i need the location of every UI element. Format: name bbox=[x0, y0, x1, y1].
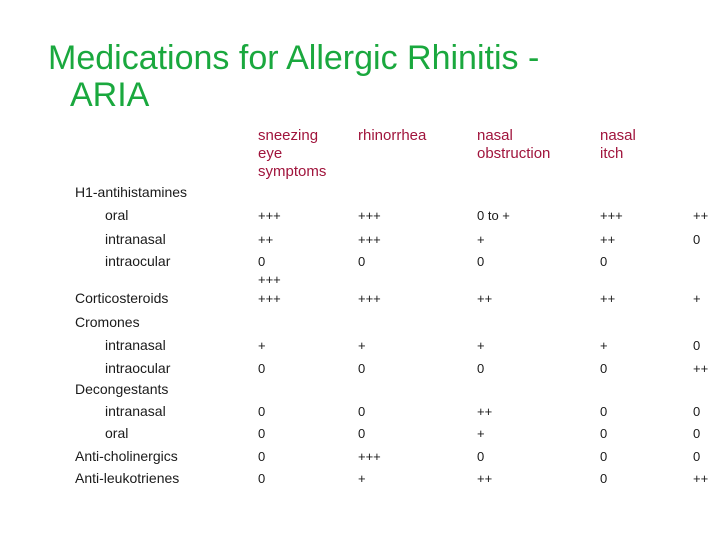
table-cell: ++ bbox=[693, 361, 709, 376]
table-cell: +++ bbox=[358, 232, 381, 247]
row-label: Anti-cholinergics bbox=[75, 448, 178, 464]
table-cell: 0 bbox=[358, 361, 366, 376]
table-cell: 0 bbox=[477, 254, 485, 269]
table-cell: 0 bbox=[600, 449, 608, 464]
table-cell: 0 bbox=[600, 426, 608, 441]
table-cell: 0 bbox=[693, 232, 701, 247]
table-cell: +++ bbox=[258, 272, 281, 287]
table-cell: 0 bbox=[477, 361, 485, 376]
table-cell: + bbox=[477, 338, 485, 353]
column-header-nasal-itch: nasal itch bbox=[600, 127, 636, 162]
table-cell: +++ bbox=[358, 291, 381, 306]
table-cell: 0 bbox=[258, 404, 266, 419]
table-cell: 0 bbox=[477, 449, 485, 464]
table-cell: +++ bbox=[258, 208, 281, 223]
table-cell: +++ bbox=[258, 291, 281, 306]
table-cell: 0 bbox=[358, 426, 366, 441]
title-line-1: Medications for Allergic Rhinitis - bbox=[48, 39, 540, 77]
table-cell: 0 bbox=[258, 471, 266, 486]
table-cell: + bbox=[600, 338, 608, 353]
table-cell: 0 bbox=[358, 404, 366, 419]
table-cell: 0 bbox=[258, 449, 266, 464]
table-cell: 0 to + bbox=[477, 208, 510, 223]
table-cell: 0 bbox=[600, 471, 608, 486]
row-label: H1-antihistamines bbox=[75, 184, 188, 200]
table-cell: 0 bbox=[600, 361, 608, 376]
row-label: intranasal bbox=[105, 337, 166, 353]
table-cell: ++ bbox=[600, 232, 616, 247]
row-label: intranasal bbox=[105, 231, 166, 247]
row-label: Corticosteroids bbox=[75, 290, 169, 306]
row-label: intraocular bbox=[105, 360, 171, 376]
table-cell: 0 bbox=[600, 404, 608, 419]
table-cell: +++ bbox=[358, 449, 381, 464]
table-cell: 0 bbox=[258, 426, 266, 441]
table-cell: 0 bbox=[258, 254, 266, 269]
column-header-nasal-obstruction: nasal obstruction bbox=[477, 127, 551, 162]
table-cell: + bbox=[258, 338, 266, 353]
slide-title bbox=[48, 40, 539, 114]
row-label: Decongestants bbox=[75, 381, 169, 397]
table-cell: 0 bbox=[693, 449, 701, 464]
table-cell: ++ bbox=[477, 291, 493, 306]
table-cell: 0 bbox=[693, 338, 701, 353]
row-label: Cromones bbox=[75, 314, 140, 330]
row-label: intraocular bbox=[105, 253, 171, 269]
table-cell: ++ bbox=[477, 471, 493, 486]
table-cell: ++ bbox=[258, 232, 274, 247]
table-cell: 0 bbox=[600, 254, 608, 269]
row-label: Anti-leukotrienes bbox=[75, 470, 180, 486]
table-cell: ++ bbox=[477, 404, 493, 419]
table-cell: + bbox=[358, 471, 366, 486]
table-cell: + bbox=[358, 338, 366, 353]
table-cell: ++ bbox=[693, 208, 709, 223]
column-header-rhinorrhea: rhinorrhea bbox=[358, 127, 427, 144]
table-cell: 0 bbox=[693, 404, 701, 419]
row-label: oral bbox=[105, 207, 129, 223]
table-cell: 0 bbox=[258, 361, 266, 376]
title-line-2: ARIA bbox=[70, 76, 150, 114]
table-cell: ++ bbox=[600, 291, 616, 306]
table-cell: + bbox=[477, 232, 485, 247]
table-cell: 0 bbox=[358, 254, 366, 269]
table-cell: +++ bbox=[600, 208, 623, 223]
table-cell: ++ bbox=[693, 471, 709, 486]
table-cell: 0 bbox=[693, 426, 701, 441]
row-label: oral bbox=[105, 425, 129, 441]
row-label: intranasal bbox=[105, 403, 166, 419]
table-cell: + bbox=[693, 291, 701, 306]
table-cell: +++ bbox=[358, 208, 381, 223]
table-cell: + bbox=[477, 426, 485, 441]
column-header-sneezing-eye-symptoms: sneezing eye symptoms bbox=[258, 127, 327, 180]
